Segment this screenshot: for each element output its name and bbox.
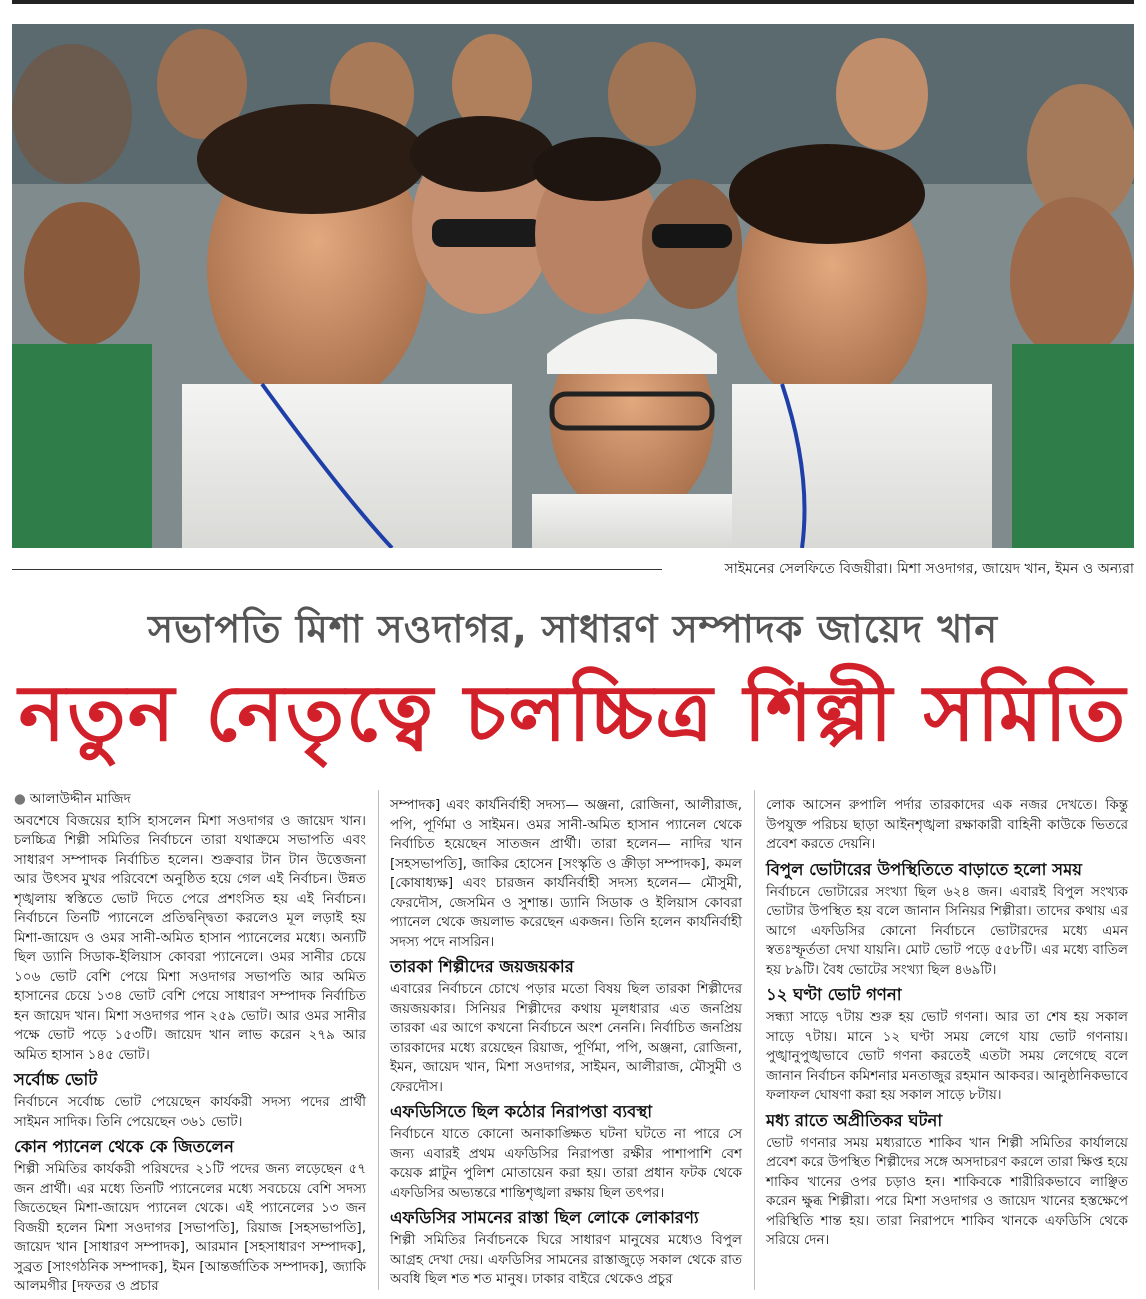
article-column-3 [766,796,1128,1253]
paragraph: শিল্পী সমিতির নির্বাচনকে ঘিরে সাধারণ মানুষের মধ্যেও বিপুল আগ্রহ দেখা দেয়। এফডিসির সামনের রাস্তাজুড়ে সকাল থেকে রাত অবধি ছিল শত শত মানুষ। ঢাকার বাইরে থেকেও প্রচুর [390,1232,742,1287]
kicker-subheadline: সভাপতি মিশা সওদাগর, সাধারণ সম্পাদক জায়েদ খান [147,607,999,651]
photo-caption-row [12,558,1134,580]
author-name: আলাউদ্দীন মাজিদ [29,791,131,807]
paragraph: নির্বাচনে সর্বোচ্চ ভোট পেয়েছেন কার্যকরী সদস্য পদের প্রার্থী সাইমন সাদিক। তিনি পেয়েছেন ৩৬১ ভোট। [14,1094,366,1130]
section-heading: সর্বোচ্চ ভোট [14,1070,98,1089]
paragraph: সম্পাদক] এবং কার্যনির্বাহী সদস্য— অঞ্জনা, রোজিনা, আলীরাজ, পপি, পূর্ণিমা ও সাইমন। ওমর সানী-অমিত হাসান প্যানেল থেকে নির্বাচিত হয়েছেন সাতজন প্রার্থী। তারা হলেন— নাদির খান [সহসভাপতি], জাকির হোসেন [সংস্কৃতি ও ক্রীড়া সম্পাদক], কমল [কোষাধ্যক্ষ] এবং চারজন কার্যনির্বাহী সদস্য হলেন— মৌসুমী, ফেরদৌস, জেসমিন ও সুশান্ত। ড্যানি সিডাক ও ইলিয়াস কোবরা প্যানেল থেকে জয়লাভ করেছেন একজন। তিনি হলেন কার্যনির্বাহী সদস্য পদে নাসরিন। [390,797,742,950]
paragraph: নির্বাচনে যাতে কোনো অনাকাঙ্ক্ষিত ঘটনা ঘটতে না পারে সে জন্য এবারই প্রথম এফডিসির নিরাপত্তা রক্ষীর পাশাপাশি বেশ কয়েক প্লাটুন পুলিশ মোতায়েন করা হয়। তারা প্রধান ফটক থেকে এফডিসির অভ্যন্তরে শান্তিশৃঙ্খলা রক্ষায় ছিল তৎপর। [390,1126,742,1201]
section-heading: এফডিসিতে ছিল কঠোর নিরাপত্তা ব্যবস্থা [390,1102,653,1121]
section-heading: কোন প্যানেল থেকে কে জিতলেন [14,1137,234,1156]
section-heading: মধ্য রাতে অপ্রীতিকর ঘটনা [766,1110,943,1130]
paragraph: এবারের নির্বাচনে চোখে পড়ার মতো বিষয় ছিল তারকা শিল্পীদের জয়জয়কার। সিনিয়র শিল্পীদের কথায় মূলধারার এত জনপ্রিয় তারকা এর আগে কখনো নির্বাচনে অংশ নেননি। নির্বাচিত জনপ্রিয় তারকাদের মধ্যে রয়েছেন রিয়াজ, পূর্ণিমা, পপি, অঞ্জনা, রোজিনা, ইমন, জায়েদ খান, মিশা সওদাগর, সাইমন, আলীরাজ, মৌসুমী ও ফেরদৌস। [390,981,742,1095]
photo-illustration [12,24,1134,548]
byline [14,790,366,810]
caption-rule [12,569,662,570]
top-rule [12,0,1134,4]
paragraph: নির্বাচনে ভোটারের সংখ্যা ছিল ৬২৪ জন। এবারই বিপুল সংখ্যক ভোটার উপস্থিত হয় বলে জানান সিনিয়র শিল্পীরা। তাদের কথায় এর আগে এফডিসির কোনো নির্বাচনে ভোটারদের মধ্যে এমন স্বতঃস্ফূর্ততা দেখা যায়নি। মোট ভোট পড়ে ৫৫৮টি। এর মধ্যে বাতিল হয় ৮৯টি। বৈধ ভোটের সংখ্যা ছিল ৪৬৯টি। [766,883,1128,978]
column-divider [378,790,379,1290]
paragraph: অবশেষে বিজয়ের হাসি হাসলেন মিশা সওদাগর ও জায়েদ খান। চলচ্চিত্র শিল্পী সমিতির নির্বাচনে তারা যথাক্রমে সভাপতি এবং সাধারণ সম্পাদক নির্বাচিত হলেন। শুক্রবার টান টান উত্তেজনা আর উৎসব মুখর পরিবেশে অনুষ্ঠিত হয়ে গেল এই নির্বাচন। উন্নত শৃঙ্খলায় স্বস্তিতে ভোট দিতে পেরে প্রশংসিত হয় এই নির্বাচন। নির্বাচনে তিনটি প্যানেলে প্রতিদ্বন্দ্বিতা করলেও মূল লড়াই হয় মিশা-জায়েদ ও ওমর সানী-অমিত হাসান প্যানেলের মধ্যে। অন্যটি ছিল ড্যানি সিডাক-ইলিয়াস কোবরা প্যানেলে। ওমর সানীর চেয়ে ১০৬ ভোট বেশি পেয়ে মিশা সওদাগর সভাপতি আর অমিত হাসানের চেয়ে ১৩৪ ভোট বেশি পেয়ে সাধারণ সম্পাদক নির্বাচিত হন জায়েদ খান। মিশা সওদাগর পান ২৫৯ ভোট। আর ওমর সানীর পক্ষে ভোট পড়ে ১৫৩টি। জায়েদ খান লাভ করেন ২৭৯ আর অমিত হাসান ১৪৫ ভোট। [14,812,366,1063]
section-heading: তারকা শিল্পীদের জয়জয়কার [390,957,574,976]
section-heading: বিপুল ভোটারের উপস্থিতিতে বাড়াতে হলো সময় [766,859,1082,879]
paragraph: লোক আসেন রুপালি পর্দার তারকাদের এক নজর দেখতে। কিন্তু উপযুক্ত পরিচয় ছাড়া আইনশৃঙ্খলা রক্ষাকারী বাহিনী কাউকে ভিতরে প্রবেশ করতে দেয়নি। [766,797,1128,852]
article-column-2 [390,796,742,1292]
paragraph: সন্ধ্যা সাড়ে ৭টায় শুরু হয় ভোট গণনা। আর তা শেষ হয় সকাল সাড়ে ৭টায়। মানে ১২ ঘণ্টা সময় লেগে যায় ভোট গণনায়। পুঙ্খানুপুঙ্খভাবে ভোট গণনা করতেই এতটা সময় লেগেছে বলে জানান নির্বাচন কমিশনার মনতাজুর রহমান আকবর। আনুষ্ঠানিকভাবে ফলাফল ঘোষণা করা হয় সকাল সাড়ে ৮টায়। [766,1009,1128,1103]
section-heading: ১২ ঘণ্টা ভোট গণনা [766,985,902,1004]
paragraph: ভোট গণনার সময় মধ্যরাতে শাকিব খান শিল্পী সমিতির কার্যালয়ে প্রবেশ করে উপস্থিত শিল্পীদের সঙ্গে অসদাচরণ করলে তারা ক্ষিপ্ত হয়ে শাকিব খানের ওপর চড়াও হন। শাকিবকে শারীরিকভাবে লাঞ্ছিত করেন ক্ষুব্ধ শিল্পীরা। পরে মিশা সওদাগর ও জায়েদ খানের হস্তক্ষেপে পরিস্থিতি শান্ত হয়। তারা নিরাপদে শাকিব খানকে এফডিসি থেকে সরিয়ে দেন। [766,1134,1128,1248]
group-selfie-photo [12,24,1134,548]
paragraph: শিল্পী সমিতির কার্যকরী পরিষদের ২১টি পদের জন্য লড়েছেন ৫৭ জন প্রার্থী। এর মধ্যে তিনটি প্যানেলের মধ্যে সবচেয়ে বেশি সদস্য জিতেছেন মিশা-জায়েদ প্যানেল থেকে। এই প্যানেলের ১৩ জন বিজয়ী হলেন মিশা সওদাগর [সভাপতি], রিয়াজ [সহসভাপতি], জায়েদ খান [সাধারণ সম্পাদক], আরমান [সহসাধারণ সম্পাদক], সুব্রত [সাংগঠনিক সম্পাদক], ইমন [আন্তর্জাতিক সম্পাদক], জ্যাকি আলমগীর [দফতর ও প্রচার [14,1161,366,1294]
column-divider [754,790,755,1290]
main-headline: নতুন নেতৃত্বে চলচ্চিত্র শিল্পী সমিতি [18,668,1128,759]
photo-caption: সাইমনের সেলফিতে বিজয়ীরা। মিশা সওদাগর, জায়েদ খান, ইমন ও অন্যরা [724,561,1134,577]
bullet-icon: ● [14,791,26,807]
section-heading: এফডিসির সামনের রাস্তা ছিল লোকে লোকারণ্য [390,1208,699,1227]
article-column-1 [14,790,366,1299]
